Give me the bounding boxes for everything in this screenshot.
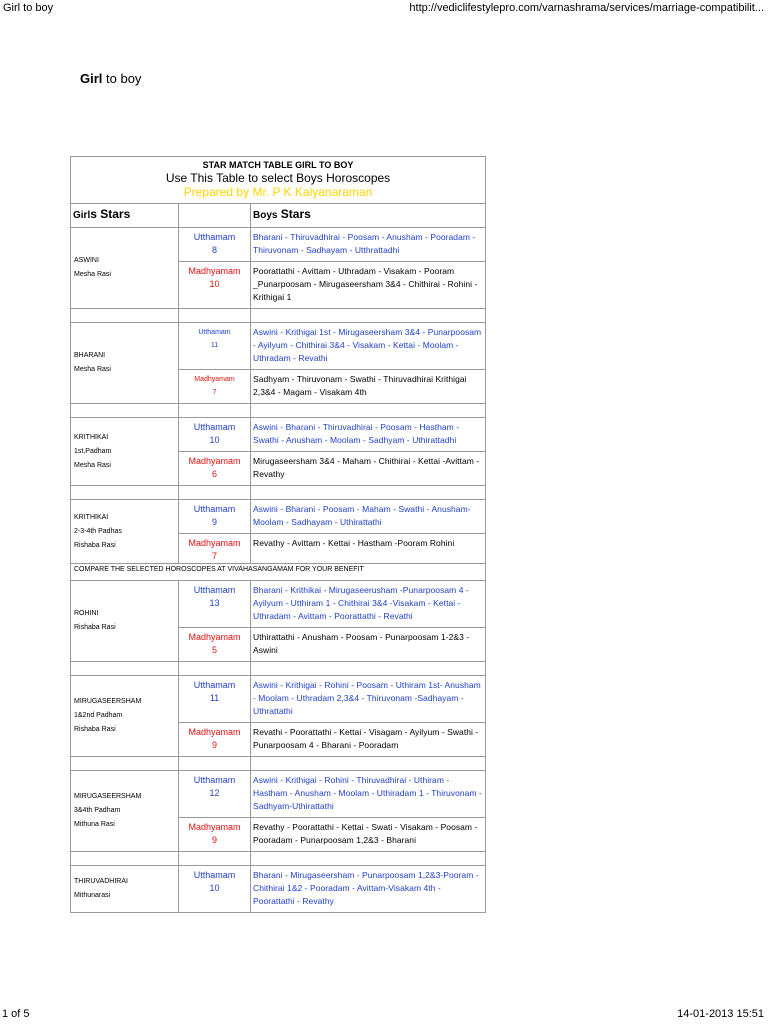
- utthamam-count: 11: [210, 342, 219, 349]
- girl-star-line: Mesha Rasi: [74, 366, 111, 373]
- spacer-cell: [71, 757, 179, 771]
- table-row: [71, 771, 486, 818]
- utthamam-label: Utthamam: [193, 585, 236, 595]
- madhyamam-cell: [179, 262, 251, 309]
- girl-star-line: Rishaba Rasi: [74, 726, 116, 733]
- girl-star-line: THIRUVADHIRAI: [74, 878, 128, 885]
- girl-star-cell: [71, 323, 179, 404]
- utthamam-cell: [179, 418, 251, 452]
- utthamam-boys-stars: Bharani - Thiruvadhirai - Poosam - Anusham - Pooradam - Thiruvonam - Sadhayam - Utthrattadhi: [251, 228, 486, 262]
- table-heading-row: [71, 157, 486, 204]
- spacer-cell: [71, 662, 179, 676]
- madhyamam-boys-stars: Uthirattathi - Anusham - Poosam - Punarpoosam 1-2&3 - Aswini: [251, 628, 486, 662]
- madhyamam-cell: [179, 452, 251, 486]
- spacer-cell: [251, 662, 486, 676]
- girl-star-cell: [71, 676, 179, 757]
- madhyamam-count: 6: [211, 469, 217, 479]
- girl-star-cell: [71, 500, 179, 564]
- girl-star-line: MIRUGASEERSHAM: [74, 698, 142, 705]
- spacer-cell: [251, 852, 486, 866]
- table-row: [71, 323, 486, 370]
- girl-star-cell: [71, 866, 179, 913]
- spacer-cell: [71, 404, 179, 418]
- spacer-cell: [71, 852, 179, 866]
- girl-star-line: Rishaba Rasi: [74, 541, 116, 549]
- spacer-cell: [251, 404, 486, 418]
- utthamam-count: 10: [209, 883, 220, 893]
- utthamam-label: Utthamam: [193, 422, 236, 432]
- madhyamam-label: Madhyamam: [194, 376, 235, 383]
- spacer-cell: [251, 486, 486, 500]
- spacer-cell: [179, 309, 251, 323]
- spacer-cell: [71, 309, 179, 323]
- spacer-row: [71, 662, 486, 676]
- madhyamam-cell: [179, 723, 251, 757]
- spacer-cell: [71, 486, 179, 500]
- girl-star-line: Mesha Rasi: [74, 461, 111, 469]
- column-header-girls-stars: Girls Stars: [71, 204, 179, 228]
- spacer-row: [71, 404, 486, 418]
- girl-star-line: Mithunarasi: [74, 892, 111, 899]
- print-header-title: Girl to boy: [3, 2, 54, 14]
- utthamam-cell: [179, 866, 251, 913]
- utthamam-cell: [179, 771, 251, 818]
- table-row: [71, 866, 486, 913]
- column-header-blank: [179, 204, 251, 228]
- utthamam-cell: [179, 323, 251, 370]
- utthamam-count: 9: [211, 517, 217, 527]
- utthamam-label: Utthamam: [193, 504, 236, 514]
- utthamam-label: Utthamam: [193, 775, 236, 785]
- spacer-cell: [179, 662, 251, 676]
- utthamam-count: 11: [209, 693, 220, 703]
- girl-star-line: Mesha Rasi: [74, 271, 111, 278]
- girl-star-cell: [71, 771, 179, 852]
- table-row: [71, 228, 486, 262]
- table-heading: [71, 157, 486, 204]
- table-row: [71, 676, 486, 723]
- madhyamam-count: 9: [211, 740, 217, 750]
- girl-star-line: 1&2nd Padham: [74, 712, 123, 719]
- girl-star-cell: [71, 581, 179, 662]
- girl-star-cell: [71, 418, 179, 486]
- table-heading-subtitle: Use This Table to select Boys Horoscopes: [165, 171, 391, 185]
- utthamam-boys-stars: Aswini - Krithigai - Rohini - Thiruvadhirai - Uthiram -Hastham - Anusham - Moolam - Uthiradam 1 - Thiruvonam - Sadhyam-Uthirattathi: [251, 771, 486, 818]
- girl-star-cell: [71, 228, 179, 309]
- utthamam-cell: [179, 676, 251, 723]
- madhyamam-cell: [179, 534, 251, 564]
- madhyamam-boys-stars: Poorattathi - Avittam - Uthradam - Visakam - Pooram _Punarpoosam - Mirugaseersham 3&4 - Chithirai - Rohini - Krithigai 1: [251, 262, 486, 309]
- girl-star-line: KRITHIKAI: [74, 433, 109, 441]
- girl-star-line: 1st,Padham: [74, 447, 112, 455]
- utthamam-label: Utthamam: [193, 232, 236, 242]
- spacer-row: [71, 852, 486, 866]
- star-match-table: [70, 156, 486, 913]
- girl-star-line: Mithuna Rasi: [74, 821, 115, 828]
- madhyamam-count: 10: [209, 279, 220, 289]
- madhyamam-boys-stars: Mirugaseersham 3&4 - Maham - Chithirai - Kettai -Avittam - Revathy: [251, 452, 486, 486]
- utthamam-boys-stars: Aswini - Krithigai - Rohini - Poosam - Uthiram 1st- Anusham - Moolam - Uthradam 2,3&4 - Thiruvonam -Sadhayam - Uthrattathi: [251, 676, 486, 723]
- spacer-row: [71, 486, 486, 500]
- girl-star-line: ROHINI: [74, 610, 99, 617]
- spacer-cell: [251, 309, 486, 323]
- madhyamam-count: 9: [211, 835, 217, 845]
- utthamam-cell: [179, 228, 251, 262]
- girl-star-line: BHARANI: [74, 352, 106, 359]
- madhyamam-count: 5: [211, 645, 217, 655]
- table-heading-title: STAR MATCH TABLE GIRL TO BOY: [202, 160, 354, 170]
- madhyamam-boys-stars: Revathy - Poorattathi - Kettai - Swati - Visakam - Poosam - Pooradam - Punarpoosam 1,2&3 - Bharani: [251, 818, 486, 852]
- madhyamam-boys-stars: Revathi - Poorattathi - Kettai - Visagam - Ayilyum - Swathi - Punarpoosam 4 - Bharani - Pooradam: [251, 723, 486, 757]
- table-row: [71, 418, 486, 452]
- madhyamam-label: Madhyamam: [188, 456, 241, 466]
- utthamam-cell: [179, 581, 251, 628]
- madhyamam-count: 7: [211, 551, 217, 561]
- utthamam-count: 10: [209, 435, 220, 445]
- spacer-cell: [179, 757, 251, 771]
- madhyamam-cell: [179, 818, 251, 852]
- madhyamam-label: Madhyamam: [188, 632, 241, 642]
- utthamam-label: Utthamam: [198, 329, 231, 336]
- table-row: [71, 500, 486, 534]
- spacer-cell: [251, 757, 486, 771]
- madhyamam-boys-stars: Sadhyam - Thiruvonam - Swathi - Thiruvadhirai Krithigai 2,3&4 - Magam - Visakam 4th: [251, 370, 486, 404]
- compare-note: COMPARE THE SELECTED HOROSCOPES AT VIVAHASANGAMAM FOR YOUR BENEFIT: [71, 564, 486, 581]
- girl-star-line: ASWINI: [74, 257, 99, 264]
- note-row: [71, 564, 486, 581]
- utthamam-boys-stars: Aswini - Bharani - Thiruvadhirai - Poosam - Hastham -Swathi - Anusham - Moolam - Sadhyam - Uthirattadhi: [251, 418, 486, 452]
- utthamam-count: 12: [209, 788, 220, 798]
- spacer-row: [71, 309, 486, 323]
- madhyamam-boys-stars: Revathy - Avittam - Kettai - Hastham -Pooram Rohini: [251, 534, 486, 564]
- print-header-url[interactable]: http://vediclifestylepro.com/varnashrama/services/marriage-compatibilit...: [409, 2, 764, 14]
- table-row: [71, 581, 486, 628]
- utthamam-boys-stars: Bharani - Mirugaseersham - Punarpoosam 1,2&3-Pooram - Chithirai 1&2 - Pooradam - Avittam-Visakam 4th - Poorattathi - Revathy: [251, 866, 486, 913]
- utthamam-label: Utthamam: [193, 870, 236, 880]
- madhyamam-count: 7: [212, 389, 217, 396]
- print-footer-datetime: 14-01-2013 15:51: [677, 1008, 764, 1020]
- utthamam-count: 8: [211, 245, 217, 255]
- girl-star-line: 3&4th Padham: [74, 807, 121, 814]
- girl-star-line: Rishaba Rasi: [74, 624, 116, 631]
- spacer-cell: [179, 486, 251, 500]
- page-title: Girl to boy: [80, 71, 142, 86]
- madhyamam-label: Madhyamam: [188, 822, 241, 832]
- girl-star-line: KRITHIKAI: [74, 513, 109, 521]
- column-header-row: [71, 204, 486, 228]
- madhyamam-label: Madhyamam: [188, 266, 241, 276]
- utthamam-boys-stars: Bharani - Krithikai - Mirugaseerusham -Punarpoosam 4 - Ayilyum - Utthiram 1 - Chithirai 3&4 -Visakam - Kettai - Uthradam - Avittam - Poorattathi - Revathi: [251, 581, 486, 628]
- utthamam-boys-stars: Aswini - Bharani - Poosam - Maham - Swathi - Anusham- Moolam - Sadhayam - Uthirattathi: [251, 500, 486, 534]
- utthamam-cell: [179, 500, 251, 534]
- utthamam-count: 13: [209, 598, 220, 608]
- table-heading-author: Prepared by Mr. P K Kalyanaraman: [183, 185, 373, 199]
- girl-star-line: MIRUGASEERSHAM: [74, 793, 142, 800]
- madhyamam-label: Madhyamam: [188, 538, 241, 548]
- girl-star-line: 2-3-4th Padhas: [74, 527, 122, 535]
- utthamam-label: Utthamam: [193, 680, 236, 690]
- spacer-cell: [179, 404, 251, 418]
- print-footer-page: 1 of 5: [2, 1008, 30, 1020]
- column-header-boys-stars: Boys Stars: [251, 204, 486, 228]
- madhyamam-cell: [179, 628, 251, 662]
- madhyamam-cell: [179, 370, 251, 404]
- utthamam-boys-stars: Aswini - Krithigai 1st - Mirugaseersham 3&4 - Punarpoosam - Ayilyum - Chithirai 3&4 - Visakam - Kettai - Moolam - Uthradam - Revathi: [251, 323, 486, 370]
- spacer-row: [71, 757, 486, 771]
- madhyamam-label: Madhyamam: [188, 727, 241, 737]
- spacer-cell: [179, 852, 251, 866]
